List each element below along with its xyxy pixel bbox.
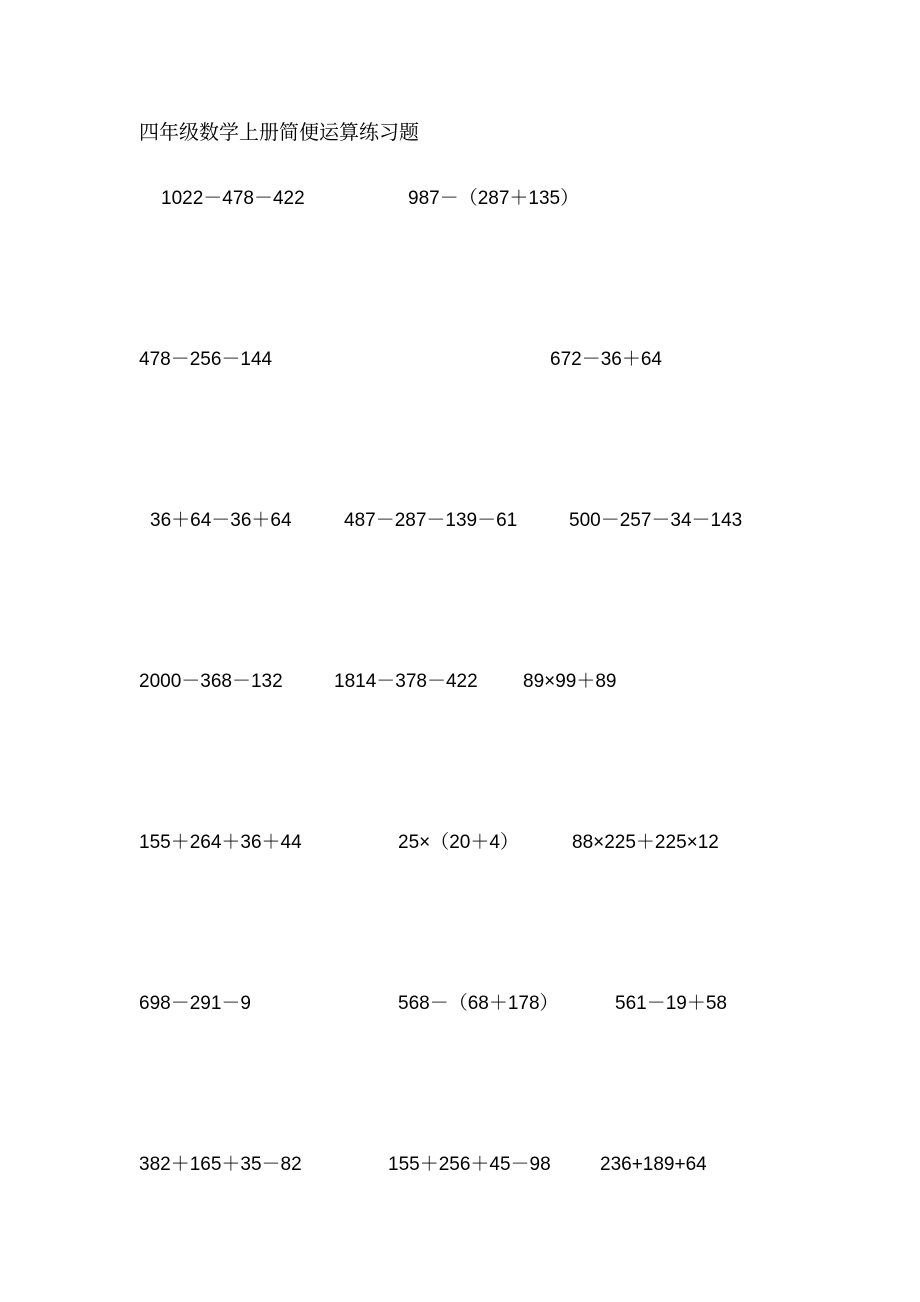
problem-2-2: 672－36＋64 [550,349,662,370]
problem-6-1: 698－291－9 [139,993,251,1014]
problem-7-2: 155＋256＋45－98 [388,1154,551,1175]
problem-6-2: 568－（68＋178） [398,993,559,1014]
problem-1-2: 987－（287＋135） [408,188,580,209]
problem-2-1: 478－256－144 [139,349,273,370]
problem-3-1: 36＋64－36＋64 [150,510,292,531]
problem-4-2: 1814－378－422 [334,671,478,692]
problem-5-2: 25×（20＋4） [398,832,519,853]
problem-5-3: 88×225＋225×12 [572,832,719,853]
problem-4-1: 2000－368－132 [139,671,283,692]
problem-4-3: 89×99＋89 [523,671,617,692]
problem-3-2: 487－287－139－61 [344,510,518,531]
worksheet-title: 四年级数学上册简便运算练习题 [139,120,419,144]
problem-1-1: 1022－478－422 [161,188,305,209]
problem-7-3: 236+189+64 [600,1154,707,1175]
problem-6-3: 561－19＋58 [615,993,727,1014]
problem-7-1: 382＋165＋35－82 [139,1154,302,1175]
problem-5-1: 155＋264＋36＋44 [139,832,302,853]
problem-3-3: 500－257－34－143 [569,510,743,531]
